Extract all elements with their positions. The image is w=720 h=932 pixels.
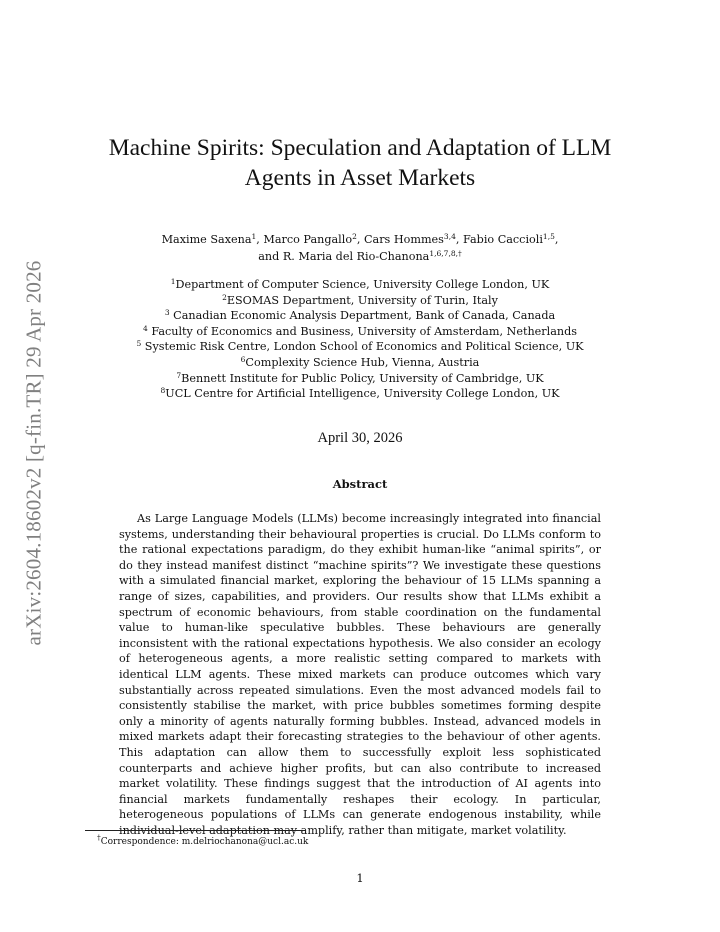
author: and R. Maria del Rio-Chanona$^{1,6,7,8,\dagger}$ [258,249,462,263]
arxiv-identifier: arXiv:2604.18602v2 [q-fin.TR] 29 Apr 2026 [21,260,46,646]
abstract-heading: Abstract [332,477,388,491]
title-line-1: Machine Spirits: Speculation and Adaptation of LLM [108,135,612,161]
author: Maxime Saxena$^1$ [161,232,257,246]
affiliation: $^5$ Systemic Risk Centre, London School of Economics and Political Science, UK [136,339,584,354]
affiliation: $^8$UCL Centre for Artificial Intelligence, University College London, UK [160,386,560,401]
affiliation: $^2$ESOMAS Department, University of Turin, Italy [222,292,498,307]
author: Cars Hommes$^{3,4}$ [363,232,456,246]
title-line-2: Agents in Asset Markets [244,165,476,191]
correspondence-footnote: †Correspondence: m.delriochanona@ucl.ac.uk [97,833,309,847]
affiliation: $^4$ Faculty of Economics and Business, University of Amsterdam, Netherlands [143,323,577,338]
author: Fabio Caccioli$^{1,5}$ [462,232,555,246]
arxiv-sidebar-stamp [20,248,48,658]
publication-date: April 30, 2026 [317,430,403,446]
author: Marco Pangallo$^2$ [263,232,357,246]
affiliation: $^7$Bennett Institute for Public Policy, University of Cambridge, UK [176,370,544,385]
abstract-body: As Large Language Models (LLMs) become increasingly integrated into financial systems, understanding their behavioural properties is crucial. Do LLMs conform to the rational expectations paradigm, do they exhibit human-like “animal spirits”, or do they instead manifest distinct “machine spirits”? We investigate these questions with a simulated financial market, exploring the behaviour of 15 LLMs spanning a range of sizes, capabilities, and providers. Our results show that LLMs exhibit a spectrum of economic behaviours, from stable coordination on the fundamental value to human-like speculative bubbles. These behaviours are generally inconsistent with the rational expectations hypothesis. We also consider an ecology of heterogeneous agents, a more realistic setting compared to markets with identical LLM agents. These mixed markets can produce outcomes which vary substantially across repeated simulations. Even the most advanced models fail to consistently stabilise the market, with price bubbles sometimes forming despite only a minority of agents naturally forming bubbles. Instead, advanced models in mixed markets adapt their forecasting strategies to the behaviour of other agents. This adaptation can allow them to successfully exploit less sophisticated counterparts and achieve higher profits, but can also contribute to increased market volatility. These findings suggest that the introduction of AI agents into financial markets fundamentally reshapes their ecology. In particular, heterogeneous populations of LLMs can generate endogenous instability, while individual-level adaptation may amplify, rather than mitigate, market volatility. [119,512,601,837]
affiliation: $^6$Complexity Science Hub, Vienna, Austria [240,354,480,369]
affiliation: $^1$Department of Computer Science, University College London, UK [170,277,550,291]
affiliation: $^3$ Canadian Economic Analysis Department, Bank of Canada, Canada [164,308,556,323]
author-list: Maxime Saxena$^1$, Marco Pangallo$^2$, Cars Hommes$^{3,4}$, Fabio Caccioli$^{1,5}$, and R. Maria del Rio-Chanona$^{1,6,7,8,\dagger}$ [161,232,559,263]
affiliation-list [100,277,620,402]
footnote-rule [85,830,305,831]
page-number: 1 [356,871,364,885]
paper-title [80,133,640,193]
